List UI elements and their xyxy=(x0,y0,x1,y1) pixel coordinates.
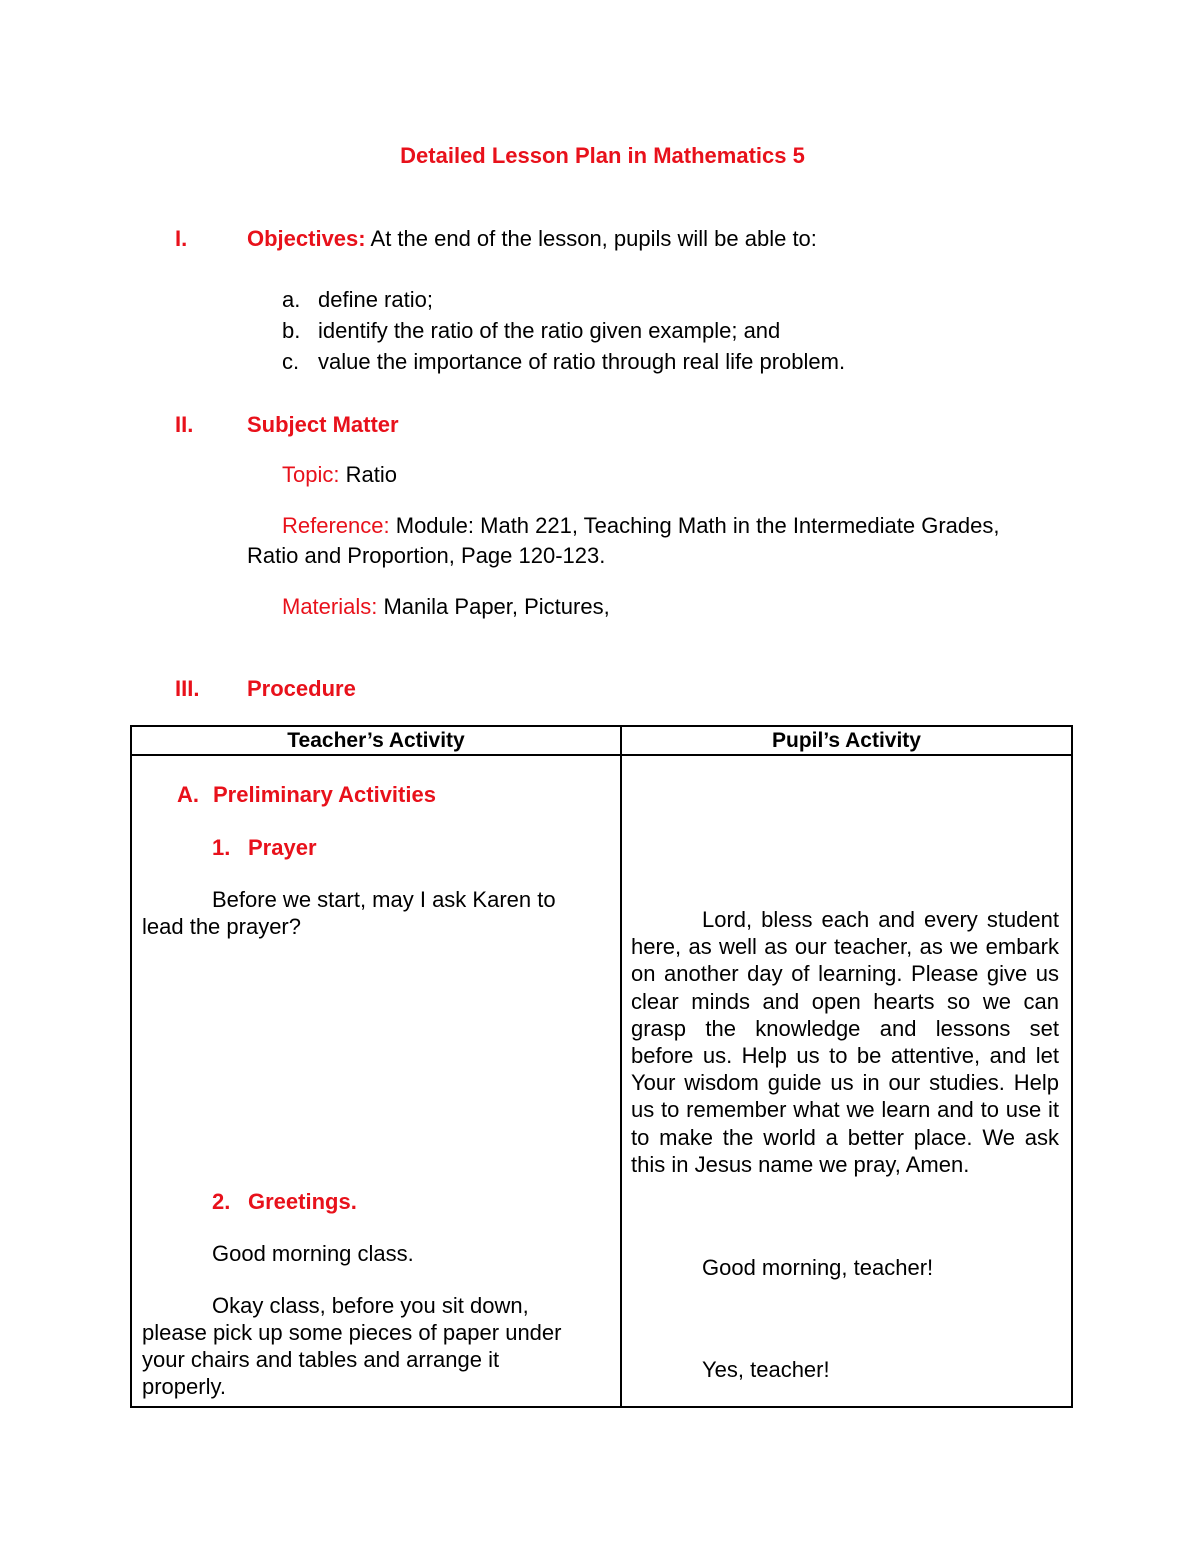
topic-label: Topic: xyxy=(282,462,340,487)
section-a-title: Preliminary Activities xyxy=(213,782,436,807)
objectives-heading xyxy=(247,226,817,252)
materials-label: Materials: xyxy=(282,594,378,619)
teacher-activity-cell xyxy=(131,755,621,1407)
topic-value: Ratio xyxy=(345,462,397,487)
teacher-greeting: Good morning class. xyxy=(212,1241,414,1266)
greetings-title: Greetings. xyxy=(248,1189,357,1214)
greetings-number: 2. xyxy=(212,1189,231,1214)
materials-value: Manila Paper, Pictures, xyxy=(383,594,610,619)
prayer-request-line2: lead the prayer? xyxy=(142,914,301,939)
page-title: Detailed Lesson Plan in Mathematics 5 xyxy=(400,143,805,168)
instruction-line2: please pick up some pieces of paper under xyxy=(142,1320,562,1345)
reference-continuation: Ratio and Proportion, Page 120-123. xyxy=(247,543,606,568)
procedure-numeral: III. xyxy=(175,676,200,701)
procedure-heading: Procedure xyxy=(247,676,356,701)
objective-letter-a: a. xyxy=(282,287,301,312)
objective-letter-c: c. xyxy=(282,349,300,374)
instruction-line4: properly. xyxy=(142,1374,226,1399)
prayer-number: 1. xyxy=(212,835,231,860)
objectives-numeral: I. xyxy=(175,226,188,251)
pupil-activity-header: Pupil’s Activity xyxy=(621,726,1072,755)
topic-line xyxy=(282,462,397,488)
reference-label: Reference: xyxy=(282,513,390,538)
pupil-prayer: Lord, bless each and every student here, as well as our teacher, as we embark on another day of learning. Please give us clear minds and open hearts so we can grasp the knowledge and lessons set before us. Help us to be attentive, and let Your wisdom guide us in our studies. Help us to remember what we learn and to use it to make the world a better place. We ask this in Jesus name we pray, Amen. xyxy=(631,907,1059,1177)
prayer-title: Prayer xyxy=(248,835,317,860)
instruction-line1: Okay class, before you sit down, xyxy=(212,1293,529,1318)
reference-text: Module: Math 221, Teaching Math in the Intermediate Grades, xyxy=(395,513,1000,538)
objective-letter-b: b. xyxy=(282,318,301,343)
section-a-letter: A. xyxy=(177,782,199,807)
reference-line xyxy=(282,513,999,539)
objectives-intro: At the end of the lesson, pupils will be able to: xyxy=(370,226,817,251)
materials-line xyxy=(282,594,610,620)
prayer-request-line1: Before we start, may I ask Karen to xyxy=(212,887,556,912)
subject-matter-numeral: II. xyxy=(175,412,194,437)
table-row xyxy=(131,755,1072,1407)
objective-item-a: define ratio; xyxy=(318,287,433,312)
objective-item-b: identify the ratio of the ratio given example; and xyxy=(318,318,781,343)
teacher-activity-header: Teacher’s Activity xyxy=(131,726,621,755)
pupil-activity-cell xyxy=(621,755,1072,1407)
objective-item-c: value the importance of ratio through real life problem. xyxy=(318,349,846,374)
pupil-greeting-reply: Good morning, teacher! xyxy=(702,1255,934,1280)
table-header-row xyxy=(131,726,1072,755)
pupil-instruction-reply: Yes, teacher! xyxy=(702,1357,830,1382)
instruction-line3: your chairs and tables and arrange it xyxy=(142,1347,500,1372)
subject-matter-heading: Subject Matter xyxy=(247,412,399,437)
procedure-table xyxy=(130,725,1073,1408)
objectives-label: Objectives: xyxy=(247,226,366,251)
